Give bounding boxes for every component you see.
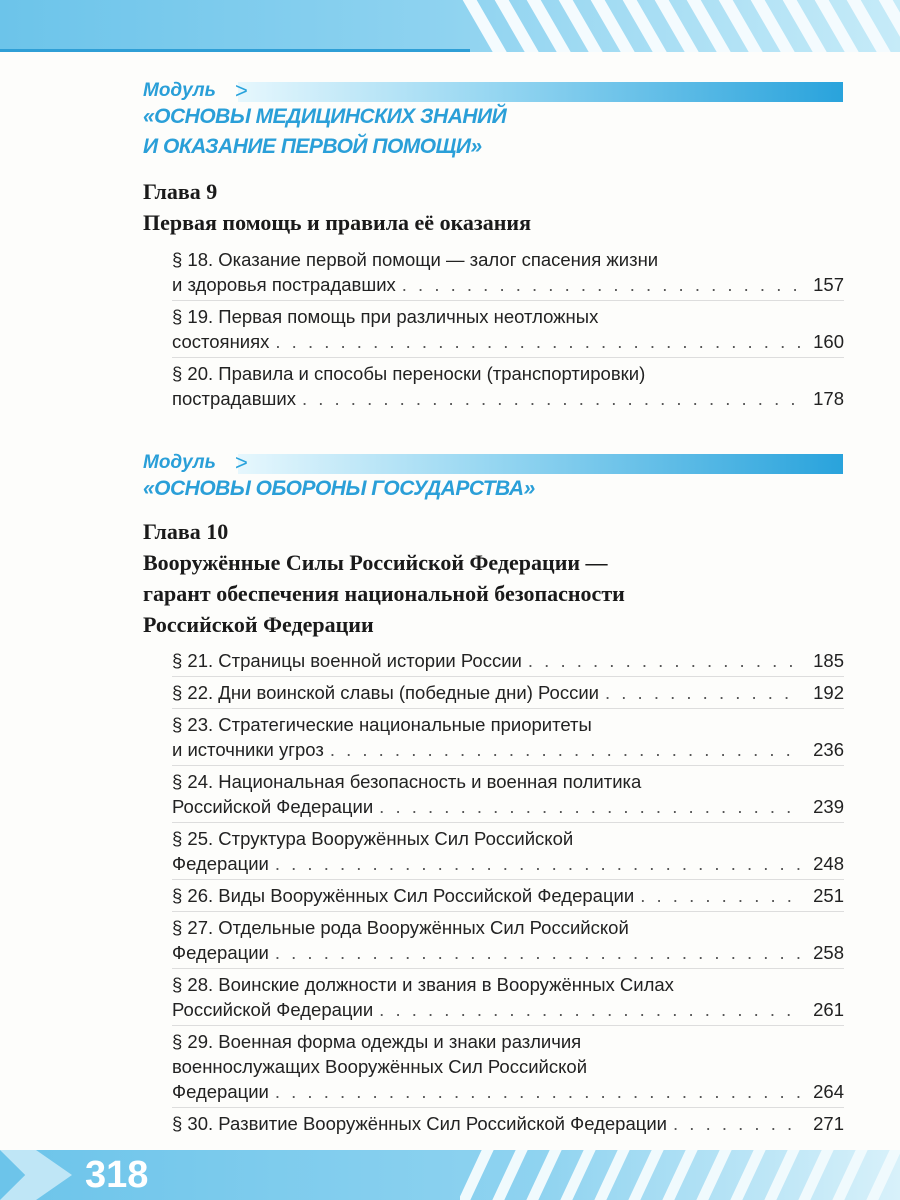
entry-text: § 21. Страницы военной истории России <box>172 650 522 671</box>
toc-entry[interactable] <box>172 358 844 414</box>
entry-text: § 30. Развитие Вооружённых Сил Российской Федерации <box>172 1113 668 1134</box>
chevron-icon: > <box>235 78 248 103</box>
entry-page-number: 239 <box>813 796 844 817</box>
module-title: «ОСНОВЫ ОБОРОНЫ ГОСУДАРСТВА» <box>143 477 535 500</box>
toc-entry[interactable] <box>172 645 844 677</box>
toc-entry[interactable] <box>172 766 844 823</box>
module-label: Модуль <box>143 452 216 473</box>
module-title: «ОСНОВЫ МЕДИЦИНСКИХ ЗНАНИЙ И ОКАЗАНИЕ ПЕРВОЙ ПОМОЩИ» <box>143 105 507 158</box>
entry-text: состояниях <box>172 331 270 352</box>
entry-text: § 25. Структура Вооружённых Сил Российской <box>172 828 574 849</box>
toc-entry[interactable] <box>172 969 844 1026</box>
entry-text: Федерации <box>172 1081 269 1102</box>
dot-leader <box>302 386 802 411</box>
entry-text: Российской Федерации <box>172 999 374 1020</box>
entry-page-number: 261 <box>813 999 844 1020</box>
entry-text: § 20. Правила и способы переноски (транспортировки) <box>172 363 646 384</box>
dot-leader <box>605 680 802 705</box>
entry-page-number: 192 <box>813 682 844 703</box>
chapter-10-heading: Глава 10 Вооружённые Силы Российской Федерации — гарант обеспечения национальной безопасности Российской Федерации <box>143 519 625 637</box>
dot-leader <box>275 851 802 876</box>
dot-leader <box>275 1079 802 1104</box>
module-header-defense <box>143 452 843 504</box>
entry-page-number: 251 <box>813 885 844 906</box>
entry-text: § 18. Оказание первой помощи — залог спасения жизни <box>172 249 659 270</box>
dot-leader <box>275 940 802 965</box>
chevron-icon: > <box>235 450 248 475</box>
entry-text: Федерации <box>172 942 269 963</box>
toc-entry[interactable] <box>172 1026 844 1108</box>
entry-text: Российской Федерации <box>172 796 374 817</box>
chevron-icon <box>0 1150 72 1200</box>
toc-entry[interactable] <box>172 709 844 766</box>
dot-leader <box>402 272 802 297</box>
dot-leader <box>275 329 802 354</box>
toc-entry[interactable] <box>172 244 844 301</box>
entry-text: § 22. Дни воинской славы (победные дни) России <box>172 682 599 703</box>
toc-entry[interactable] <box>172 823 844 880</box>
entry-text: и источники угроз <box>172 739 324 760</box>
entry-text: § 28. Воинские должности и звания в Вооружённых Силах <box>172 974 674 995</box>
footer-band <box>0 1150 900 1200</box>
entry-page-number: 258 <box>813 942 844 963</box>
toc-entry[interactable] <box>172 301 844 358</box>
page-number: 318 <box>85 1154 149 1196</box>
entry-text: § 26. Виды Вооружённых Сил Российской Федерации <box>172 885 635 906</box>
module-header-medical <box>143 80 843 162</box>
entry-text: § 24. Национальная безопасность и военная политика <box>172 771 642 792</box>
entry-page-number: 236 <box>813 739 844 760</box>
toc-entries-chapter-10 <box>172 645 844 1139</box>
dot-leader <box>379 794 802 819</box>
entry-text: и здоровья пострадавших <box>172 274 396 295</box>
entry-text: Федерации <box>172 853 269 874</box>
toc-entry[interactable] <box>172 880 844 912</box>
toc-entry[interactable] <box>172 912 844 969</box>
toc-entry[interactable] <box>172 1108 844 1139</box>
entry-page-number: 271 <box>813 1113 844 1134</box>
entry-text: военнослужащих Вооружённых Сил Российской <box>172 1056 588 1077</box>
entry-page-number: 264 <box>813 1081 844 1102</box>
entry-page-number: 160 <box>813 331 844 352</box>
toc-entry[interactable] <box>172 677 844 709</box>
entry-text: пострадавших <box>172 388 296 409</box>
entry-text: § 23. Стратегические национальные приоритеты <box>172 714 592 735</box>
entry-page-number: 157 <box>813 274 844 295</box>
entry-page-number: 178 <box>813 388 844 409</box>
entry-text: § 19. Первая помощь при различных неотложных <box>172 306 599 327</box>
dot-leader <box>528 648 802 673</box>
dot-leader <box>379 997 802 1022</box>
entry-text: § 27. Отдельные рода Вооружённых Сил Российской <box>172 917 629 938</box>
dot-leader <box>673 1111 802 1136</box>
entry-page-number: 185 <box>813 650 844 671</box>
dot-leader <box>330 737 802 762</box>
entry-page-number: 248 <box>813 853 844 874</box>
toc-entries-chapter-9 <box>172 244 844 414</box>
module-label: Модуль <box>143 80 216 101</box>
entry-text: § 29. Военная форма одежды и знаки различия <box>172 1031 582 1052</box>
top-decorative-band <box>0 0 900 52</box>
chapter-9-heading: Глава 9 Первая помощь и правила её оказания <box>143 179 532 235</box>
dot-leader <box>640 883 802 908</box>
